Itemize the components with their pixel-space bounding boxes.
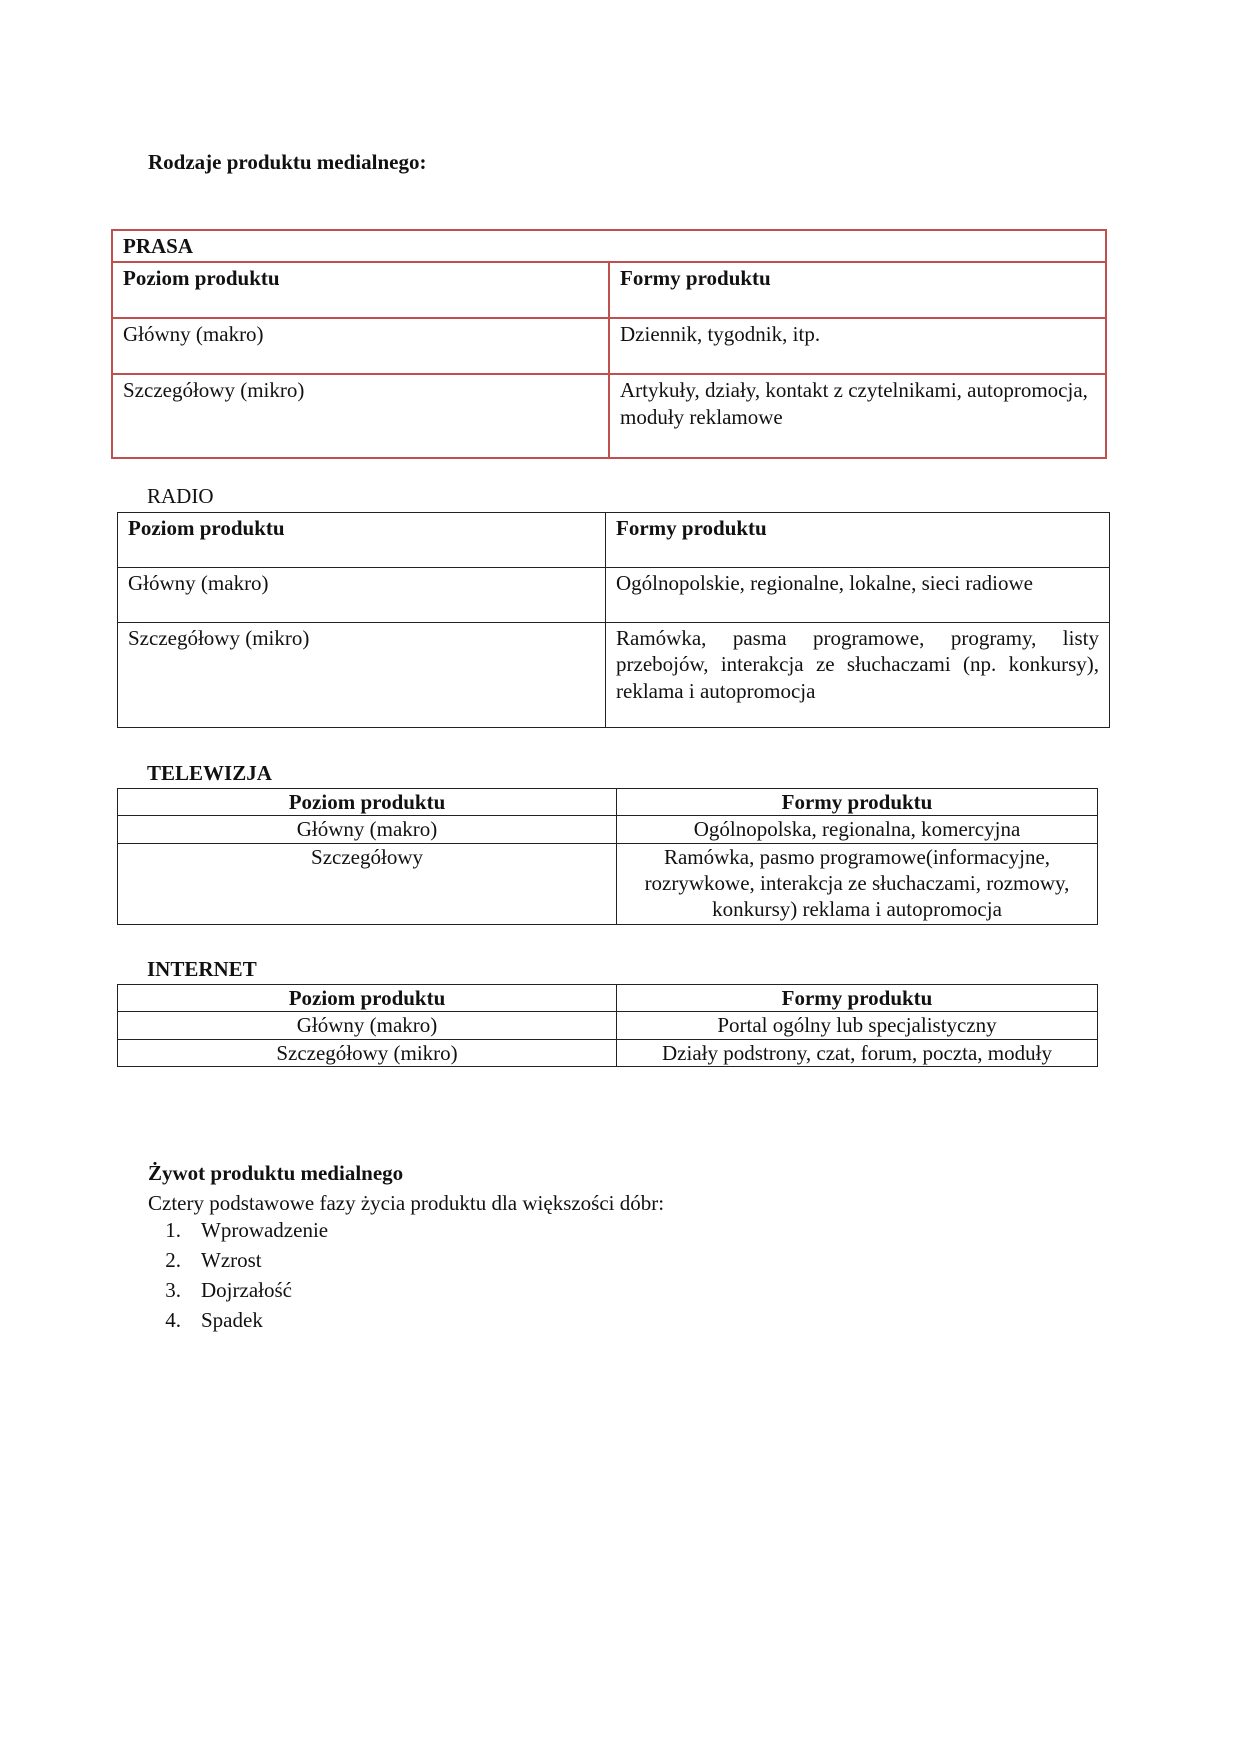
prasa-table (111, 229, 1107, 459)
table-row (118, 1012, 1098, 1039)
phases-list (148, 1217, 328, 1337)
list-text: Wprowadzenie (201, 1218, 329, 1242)
table-cell: Artykuły, działy, kontakt z czytelnikami, autopromocja, moduły reklamowe (609, 374, 1106, 458)
list-item (148, 1247, 328, 1277)
table-cell: Ogólnopolskie, regionalne, lokalne, sieci radiowe (606, 568, 1110, 623)
internet-header-level: Poziom produktu (118, 985, 617, 1012)
table-row (112, 374, 1106, 458)
section-heading: Żywot produktu medialnego (148, 1161, 404, 1185)
list-item (148, 1277, 328, 1307)
list-item (148, 1307, 328, 1337)
table-row (118, 623, 1110, 728)
table-cell: Dziennik, tygodnik, itp. (609, 318, 1106, 374)
internet-table (117, 984, 1098, 1067)
table-row (118, 568, 1110, 623)
table-cell: Ramówka, pasmo programowe(informacyjne, rozrywkowe, interakcja ze słuchaczami, rozmowy, konkursy) reklama i autopromocja (617, 843, 1098, 924)
tv-header-level: Poziom produktu (118, 789, 617, 816)
table-cell: Główny (makro) (118, 1012, 617, 1039)
page-title: Rodzaje produktu medialnego: (148, 150, 427, 174)
prasa-header-level: Poziom produktu (112, 262, 609, 318)
table-cell: Główny (makro) (118, 568, 606, 623)
internet-label: INTERNET (147, 957, 257, 981)
tv-label: TELEWIZJA (147, 761, 272, 785)
table-cell: Główny (makro) (112, 318, 609, 374)
table-row (118, 1039, 1098, 1066)
internet-header-forms: Formy produktu (617, 985, 1098, 1012)
list-text: Dojrzałość (201, 1278, 292, 1302)
list-text: Spadek (201, 1308, 263, 1332)
section-intro: Cztery podstawowe fazy życia produktu dla większości dóbr: (148, 1191, 665, 1215)
tv-table (117, 788, 1098, 925)
table-row (112, 318, 1106, 374)
list-number: 4. (165, 1308, 181, 1332)
table-cell: Działy podstrony, czat, forum, poczta, moduły (617, 1039, 1098, 1066)
radio-header-forms: Formy produktu (606, 513, 1110, 568)
list-number: 1. (165, 1218, 181, 1242)
tv-header-forms: Formy produktu (617, 789, 1098, 816)
prasa-header-forms: Formy produktu (609, 262, 1106, 318)
table-cell: Szczegółowy (118, 843, 617, 924)
table-cell: Szczegółowy (mikro) (118, 1039, 617, 1066)
list-text: Wzrost (201, 1248, 262, 1272)
table-cell: Szczegółowy (mikro) (118, 623, 606, 728)
table-row (118, 843, 1098, 924)
table-cell: Szczegółowy (mikro) (112, 374, 609, 458)
radio-table (117, 512, 1110, 728)
radio-header-level: Poziom produktu (118, 513, 606, 568)
table-cell: Główny (makro) (118, 816, 617, 843)
table-cell: Ogólnopolska, regionalna, komercyjna (617, 816, 1098, 843)
radio-label: RADIO (147, 484, 214, 508)
prasa-label: PRASA (112, 230, 1106, 262)
table-cell: Portal ogólny lub specjalistyczny (617, 1012, 1098, 1039)
list-item (148, 1217, 328, 1247)
table-cell: Ramówka, pasma programowe, programy, listy przebojów, interakcja ze słuchaczami (np. konkursy), reklama i autopromocja (606, 623, 1110, 728)
table-row (118, 816, 1098, 843)
list-number: 3. (165, 1278, 181, 1302)
list-number: 2. (165, 1248, 181, 1272)
